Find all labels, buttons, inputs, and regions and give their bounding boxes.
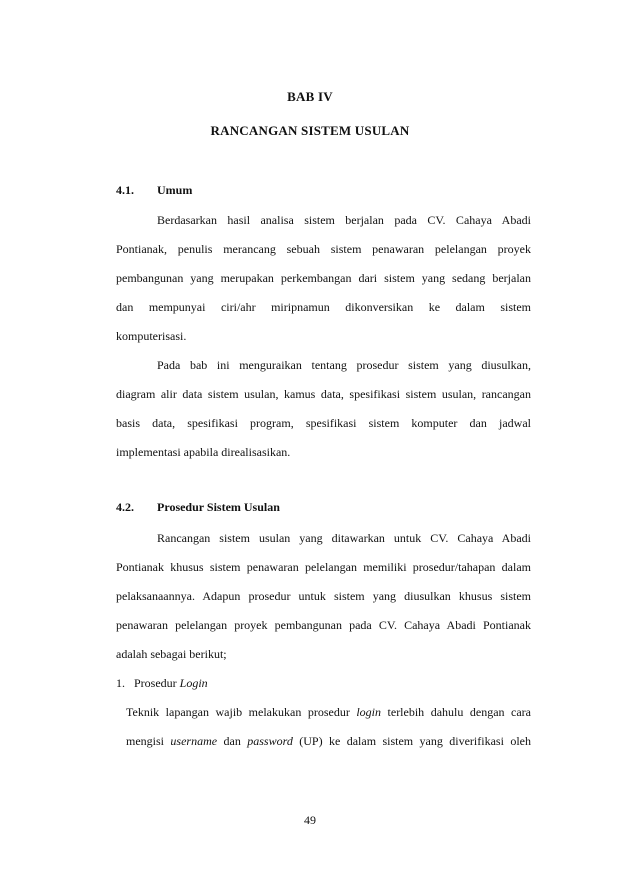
paragraph-line: implementasi apabila direalisasikan. bbox=[116, 445, 291, 459]
paragraph-line: Pada bab ini menguraikan tentang prosedur sistem yang diusulkan, bbox=[157, 358, 531, 372]
paragraph-line: Pontianak khusus sistem penawaran pelelangan memiliki prosedur/tahapan dalam bbox=[116, 560, 531, 574]
paragraph-line: basis data, spesifikasi program, spesifikasi sistem komputer dan jadwal bbox=[116, 416, 531, 430]
list-item-line: mengisi username dan password (UP) ke dalam sistem yang diverifikasi oleh bbox=[126, 734, 531, 748]
paragraph-line: Pontianak, penulis merancang sebuah sistem penawaran pelelangan proyek bbox=[116, 242, 531, 256]
section-number: 4.2. bbox=[116, 500, 134, 514]
paragraph-line: pelaksanaannya. Adapun prosedur untuk sistem yang diusulkan khusus sistem bbox=[116, 589, 531, 603]
paragraph-line: adalah sebagai berikut; bbox=[116, 647, 227, 661]
paragraph-line: Rancangan sistem usulan yang ditawarkan untuk CV. Cahaya Abadi bbox=[157, 531, 531, 545]
list-item-label: 1. Prosedur Login bbox=[116, 676, 208, 690]
section-title: Prosedur Sistem Usulan bbox=[157, 500, 280, 514]
paragraph-line: Berdasarkan hasil analisa sistem berjalan pada CV. Cahaya Abadi bbox=[157, 213, 531, 227]
chapter-number: BAB IV bbox=[287, 89, 333, 104]
page-number: 49 bbox=[304, 813, 316, 827]
chapter-title: RANCANGAN SISTEM USULAN bbox=[210, 123, 410, 138]
paragraph-line: dan mempunyai ciri/ahr miripnamun dikonversikan ke dalam sistem bbox=[116, 300, 531, 314]
section-heading-4-1 bbox=[116, 183, 192, 198]
paragraph-line: pembangunan yang merupakan perkembangan dari sistem yang sedang berjalan bbox=[116, 271, 531, 285]
paragraph-line: komputerisasi. bbox=[116, 329, 187, 343]
section-heading-4-2 bbox=[116, 500, 280, 515]
paragraph-line: penawaran pelelangan proyek pembangunan pada CV. Cahaya Abadi Pontianak bbox=[116, 618, 531, 632]
paragraph-line: diagram alir data sistem usulan, kamus data, spesifikasi sistem usulan, rancangan bbox=[116, 387, 531, 401]
section-title: Umum bbox=[157, 183, 193, 197]
section-number: 4.1. bbox=[116, 183, 134, 197]
list-item-line: Teknik lapangan wajib melakukan prosedur login terlebih dahulu dengan cara bbox=[126, 705, 532, 719]
